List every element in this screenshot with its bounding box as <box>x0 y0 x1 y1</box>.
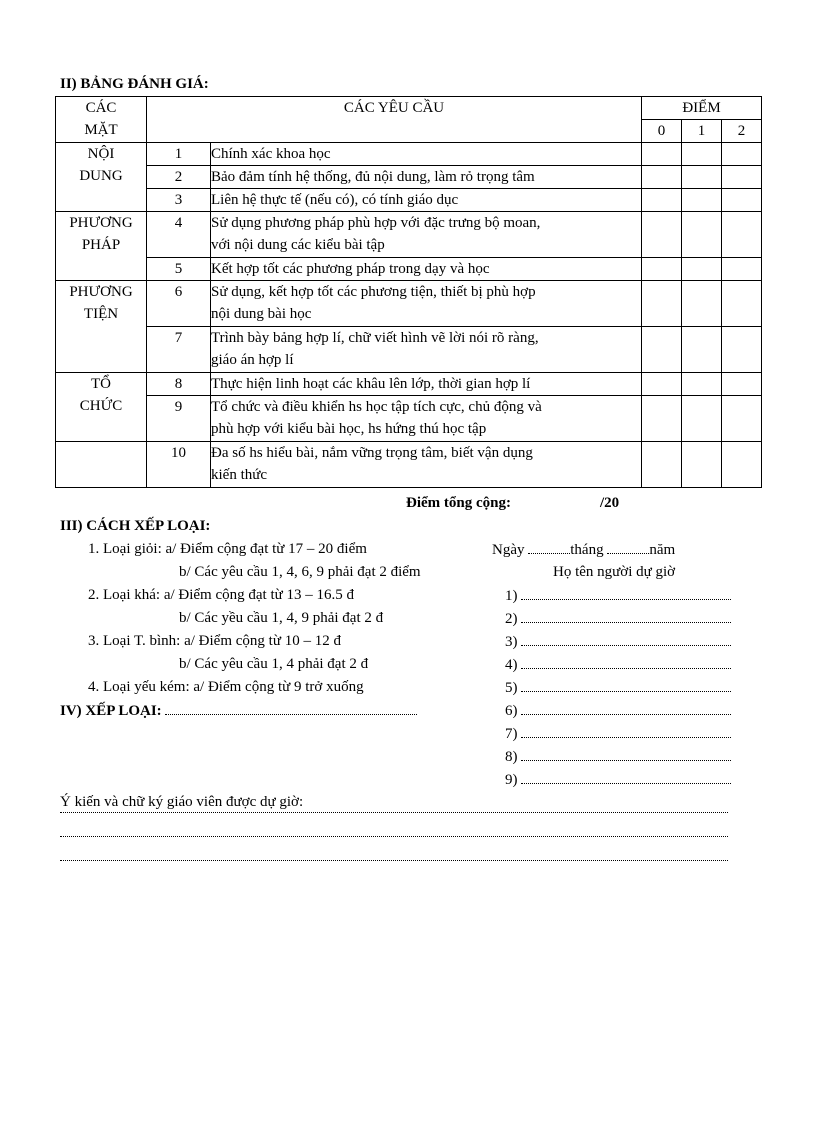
score-cell[interactable] <box>722 442 762 488</box>
rank-1a: 1. Loại giỏi: a/ Điểm cộng đạt từ 17 – 20 điểm <box>88 541 367 557</box>
observer-line <box>505 725 731 743</box>
evaluation-table <box>55 96 762 488</box>
score-cell[interactable] <box>722 396 762 442</box>
observers-title: Họ tên người dự giờ <box>553 564 676 580</box>
score-cell[interactable] <box>642 189 682 212</box>
aspect-header-line1: CÁC <box>85 100 117 116</box>
requirement-line2: với nội dung các kiểu bài tập <box>211 237 385 253</box>
requirement-text <box>211 281 642 327</box>
observer-number: 2) <box>505 611 518 627</box>
date-month-field[interactable] <box>607 541 649 554</box>
observer-line <box>505 610 731 628</box>
row-number: 3 <box>147 189 211 212</box>
observer-name-field[interactable] <box>521 610 731 623</box>
score-cell[interactable] <box>682 258 722 281</box>
aspect-phuong-tien-line2: TIỆN <box>83 306 119 322</box>
score-cell[interactable] <box>682 442 722 488</box>
observer-name-field[interactable] <box>521 656 731 669</box>
row-number: 1 <box>147 143 211 166</box>
rank-2b: b/ Các yều cầu 1, 4, 9 phải đạt 2 đ <box>179 610 384 626</box>
score-cell[interactable] <box>642 258 682 281</box>
observer-number: 1) <box>505 588 518 604</box>
observer-number: 5) <box>505 680 518 696</box>
score-cell[interactable] <box>722 327 762 373</box>
score-cell[interactable] <box>682 189 722 212</box>
score-cell[interactable] <box>682 166 722 189</box>
row-number: 2 <box>147 166 211 189</box>
observer-line <box>505 748 731 766</box>
requirement-text <box>211 373 642 396</box>
requirement-text <box>211 166 642 189</box>
aspect-header <box>56 97 147 143</box>
score-cell[interactable] <box>642 327 682 373</box>
aspect-header-line2: MẶT <box>84 122 118 138</box>
requirement-text <box>211 327 642 373</box>
date-year-label: năm <box>649 542 676 558</box>
observer-number: 4) <box>505 657 518 673</box>
requirement-line1: Liên hệ thực tế (nếu có), có tính giáo dục <box>211 192 459 208</box>
comment-label: Ý kiến và chữ ký giáo viên được dự giờ: <box>60 794 304 810</box>
total-score-label: Điểm tổng cộng: <box>406 495 511 511</box>
score-cell[interactable] <box>722 281 762 327</box>
score-cell[interactable] <box>642 281 682 327</box>
score-cell[interactable] <box>642 373 682 396</box>
score-cell[interactable] <box>682 143 722 166</box>
score-cell[interactable] <box>642 143 682 166</box>
score-cell[interactable] <box>682 396 722 442</box>
observer-name-field[interactable] <box>521 633 731 646</box>
observer-line <box>505 656 731 674</box>
observer-line <box>505 633 731 651</box>
observer-line <box>505 679 731 697</box>
score-cell[interactable] <box>682 373 722 396</box>
requirement-line1: Kết hợp tốt các phương pháp trong dạy và học <box>211 261 490 277</box>
score-cell[interactable] <box>722 166 762 189</box>
aspect-phuong-phap-line2: PHÁP <box>81 237 121 253</box>
observer-name-field[interactable] <box>521 679 731 692</box>
row-number: 5 <box>147 258 211 281</box>
row-number: 6 <box>147 281 211 327</box>
observer-number: 8) <box>505 749 518 765</box>
total-score-value: /20 <box>600 495 620 511</box>
observer-number: 7) <box>505 726 518 742</box>
requirement-line2: giáo án hợp lí <box>211 352 294 368</box>
requirement-text <box>211 396 642 442</box>
row-number: 8 <box>147 373 211 396</box>
section-iii-title: III) CÁCH XẾP LOẠI: <box>60 518 211 534</box>
date-month-label: tháng <box>570 542 604 558</box>
requirement-text <box>211 442 642 488</box>
requirement-line2: phù hợp với kiểu bài học, hs hứng thú học tập <box>211 421 487 437</box>
requirement-line1: Sử dụng phương pháp phù hợp với đặc trưng bộ moan, <box>211 215 541 231</box>
comment-line[interactable] <box>60 860 728 861</box>
row-number: 4 <box>147 212 211 258</box>
score-cell[interactable] <box>642 212 682 258</box>
comment-line[interactable] <box>60 836 728 837</box>
score-header: ĐIỂM <box>642 97 762 120</box>
requirement-line1: Bảo đảm tính hệ thống, đủ nội dung, làm rỏ trọng tâm <box>211 169 535 185</box>
requirement-line1: Sử dụng, kết hợp tốt các phương tiện, thiết bị phù hợp <box>211 284 536 300</box>
aspect-phuong-tien-line1: PHƯƠNG <box>69 284 133 300</box>
score-cell[interactable] <box>722 258 762 281</box>
rank-1b: b/ Các yêu cầu 1, 4, 6, 9 phải đạt 2 điểm <box>179 564 421 580</box>
score-0-header: 0 <box>642 120 682 143</box>
rank-3a: 3. Loại T. bình: a/ Điểm cộng từ 10 – 12 đ <box>88 633 341 649</box>
aspect-noi-dung-line1: NỘI <box>87 146 115 162</box>
date-line <box>492 541 675 559</box>
observer-number: 3) <box>505 634 518 650</box>
requirement-text <box>211 143 642 166</box>
section-iv <box>60 702 417 720</box>
score-cell[interactable] <box>642 396 682 442</box>
comment-line[interactable] <box>60 812 728 813</box>
score-cell[interactable] <box>722 143 762 166</box>
observer-name-field[interactable] <box>521 748 731 761</box>
score-cell[interactable] <box>642 166 682 189</box>
requirement-line2: nội dung bài học <box>211 306 312 322</box>
aspect-to-chuc-line1: TỔ <box>91 376 111 392</box>
aspect-to-chuc <box>56 373 147 442</box>
observer-line <box>505 702 731 720</box>
observer-number: 6) <box>505 703 518 719</box>
score-cell[interactable] <box>642 442 682 488</box>
aspect-phuong-tien <box>56 281 147 373</box>
observer-name-field[interactable] <box>521 771 731 784</box>
score-cell[interactable] <box>682 327 722 373</box>
requirement-text <box>211 212 642 258</box>
aspect-phuong-phap-line1: PHƯƠNG <box>69 215 133 231</box>
requirement-line1: Chính xác khoa học <box>211 146 331 162</box>
observer-name-field[interactable] <box>521 725 731 738</box>
score-cell[interactable] <box>722 373 762 396</box>
observer-number: 9) <box>505 772 518 788</box>
aspect-phuong-phap <box>56 212 147 281</box>
score-cell[interactable] <box>682 281 722 327</box>
rank-result-field[interactable] <box>165 702 417 715</box>
row-number: 9 <box>147 396 211 442</box>
requirement-text <box>211 189 642 212</box>
aspect-to-chuc-line2: CHỨC <box>79 398 123 414</box>
rank-4: 4. Loại yếu kém: a/ Điểm cộng từ 9 trở xuống <box>88 679 364 695</box>
requirement-line1: Thực hiện linh hoạt các khâu lên lớp, thời gian hợp lí <box>211 376 531 392</box>
score-cell[interactable] <box>722 189 762 212</box>
score-cell[interactable] <box>722 212 762 258</box>
score-1-header: 1 <box>682 120 722 143</box>
date-day-field[interactable] <box>528 541 570 554</box>
rank-2a: 2. Loại khá: a/ Điểm cộng đạt từ 13 – 16.5 đ <box>88 587 354 603</box>
requirements-header: CÁC YÊU CẦU <box>147 97 642 143</box>
observer-line <box>505 587 731 605</box>
row-number: 10 <box>147 442 211 488</box>
aspect-empty <box>56 442 147 488</box>
requirement-line1: Tổ chức và điều khiển hs học tập tích cực, chủ động và <box>211 399 542 415</box>
requirement-text <box>211 258 642 281</box>
observer-name-field[interactable] <box>521 587 731 600</box>
score-2-header: 2 <box>722 120 762 143</box>
aspect-noi-dung-line2: DUNG <box>79 168 123 184</box>
aspect-noi-dung <box>56 143 147 212</box>
row-number: 7 <box>147 327 211 373</box>
requirement-line1: Trình bày bảng hợp lí, chữ viết hình vẽ lời nói rõ ràng, <box>211 330 539 346</box>
requirement-line2: kiến thức <box>211 467 268 483</box>
rank-3b: b/ Các yêu cầu 1, 4 phải đạt 2 đ <box>179 656 369 672</box>
requirement-line1: Đa số hs hiểu bài, nắm vững trọng tâm, biết vận dụng <box>211 445 533 461</box>
section-ii-title: II) BẢNG ĐÁNH GIÁ: <box>60 76 209 92</box>
section-iv-title: IV) XẾP LOẠI: <box>60 703 162 719</box>
date-day-label: Ngày <box>492 542 525 558</box>
observer-line <box>505 771 731 789</box>
observer-name-field[interactable] <box>521 702 731 715</box>
score-cell[interactable] <box>682 212 722 258</box>
